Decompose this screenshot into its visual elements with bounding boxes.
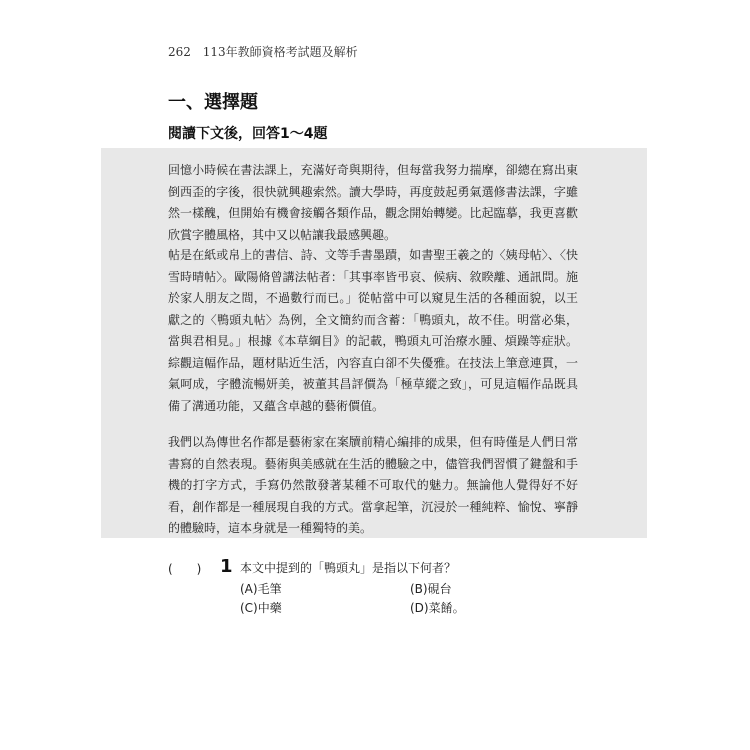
question-number: 1 — [220, 556, 233, 577]
book-title: 113年教師資格考試題及解析 — [202, 45, 358, 59]
answer-bracket: ( ) — [168, 562, 202, 576]
option-c: (C)中藥 — [240, 601, 282, 615]
option-a: (A)毛筆 — [240, 582, 282, 596]
section-title: 一、選擇題 — [168, 92, 258, 113]
option-b: (B)硯台 — [410, 582, 452, 596]
passage-paragraph-2: 帖是在紙或帛上的書信、詩、文等手書墨蹟，如書聖王羲之的〈姨母帖〉、〈快雪時晴帖〉。歐陽脩曾講法帖者：「其事率皆弔哀、候病、敘睽離、通訊問。施於家人朋友之間，不過數行而已。」從帖當中可以窺見生活的各種面貌，以王獻之的〈鴨頭丸帖〉為例，全文簡約而含蓄：「鴨頭丸，故不佳。明當必集，當與君相見。」根據《本草綱目》的記載，鴨頭丸可治療水腫、煩躁等症狀。綜觀這幅作品，題材貼近生活，內容直白卻不失優雅。在技法上筆意連貫，一氣呵成，字體流暢妍美，被董其昌評價為「極草縱之致」，可見這幅作品既具備了溝通功能，又蘊含卓越的藝術價值。 — [168, 248, 578, 413]
passage-paragraph-1: 回憶小時候在書法課上，充滿好奇與期待，但每當我努力揣摩，卻總在寫出東倒西歪的字後，很快就興趣索然。讀大學時，再度鼓起勇氣選修書法課，字雖然一樣醜，但開始有機會接觸各類作品，觀念開始轉變。比起臨摹，我更喜歡欣賞字體風格，其中又以帖讓我最感興趣。 — [168, 163, 578, 242]
option-d: (D)菜餚。 — [410, 601, 465, 615]
reading-passage — [101, 148, 647, 538]
passage-paragraph-3: 我們以為傳世名作都是藝術家在案牘前精心編排的成果，但有時僅是人們日常書寫的自然表現。藝術與美感就在生活的體驗之中，儘管我們習慣了鍵盤和手機的打字方式，手寫仍然散發著某種不可取代的魅力。無論他人覺得好不好看，創作都是一種展現自我的方式。當拿起筆，沉浸於一種純粹、愉悅、寧靜的體驗時，這本身就是一種獨特的美。 — [168, 435, 578, 535]
page-number: 262 — [168, 45, 191, 59]
page-header — [168, 43, 358, 60]
question-text: 本文中提到的「鴨頭丸」是指以下何者？ — [240, 561, 457, 575]
reading-instruction: 閱讀下文後，回答1～4題 — [168, 126, 328, 142]
